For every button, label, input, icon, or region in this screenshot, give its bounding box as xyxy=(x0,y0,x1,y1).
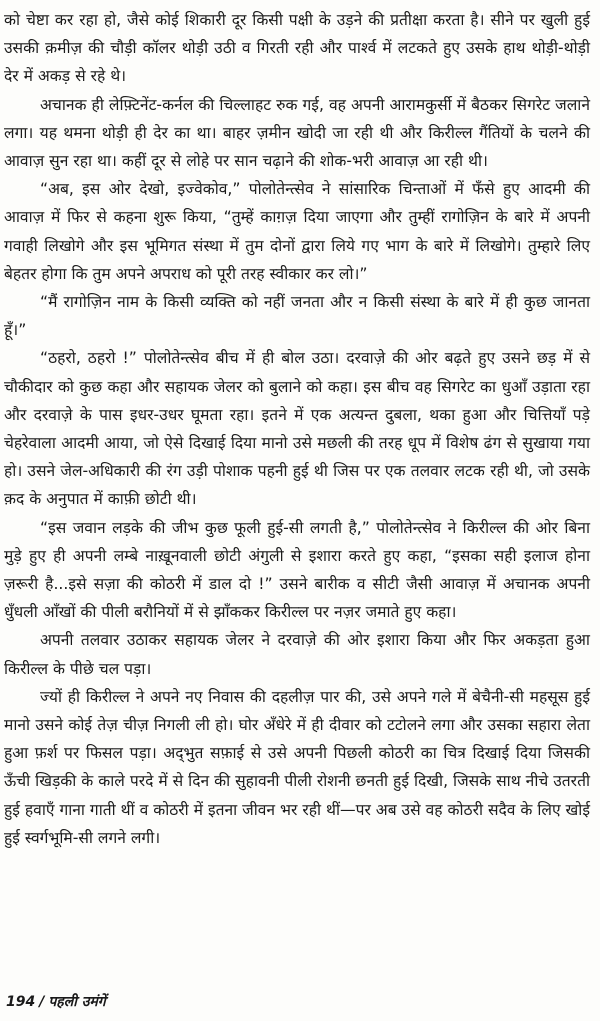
paragraph-6: “इस जवान लड़के की जीभ कुछ फूली हुई-सी लगती है,” पोलोतेन्त्सेव ने किरील्ल की ओर बिना मुड़े हुए ही अपनी लम्बे नाख़ूनवाली छोटी अंगुली से इशारा करते हुए कहा, “इसका सही इलाज होना ज़रूरी है...इसे सज़ा की कोठरी में डाल दो !” उसने बारीक व सीटी जैसी आवाज़ में अचानक अपनी धुँधली आँखों की पीली बरौनियों में से झाँककर किरील्ल पर नज़र जमाते हुए कहा। xyxy=(4,518,590,622)
book-title: पहली उमंगें xyxy=(48,994,106,1010)
footer-separator: / xyxy=(39,994,45,1010)
paragraph-3: “अब, इस ओर देखो, इज्वेकोव,” पोलोतेन्त्सेव ने सांसारिक चिन्ताओं में फँसे हुए आदमी की आवाज़ में फिर से कहना शुरू किया, “तुम्हें काग़ज़ दिया जाएगा और तुम्हीं रागोज़िन के बारे में अपनी गवाही लिखोगे और इस भूमिगत संस्था में तुम दोनों द्वारा लिये गए भाग के बारे में लिखोगे। तुम्हारे लिए बेहतर होगा कि तुम अपने अपराध को पूरी तरह स्वीकार कर लो।” xyxy=(4,180,590,283)
paragraph-5: “ठहरो, ठहरो !” पोलोतेन्त्सेव बीच में ही बोल उठा। दरवाज़े की ओर बढ़ते हुए उसने छड़ में से चौकीदार को कुछ कहा और सहायक जेलर को बुलाने को कहा। इस बीच वह सिगरेट का धुआँ उड़ाता रहा और दरवाज़े के पास इधर-उधर घूमता रहा। इतने में एक अत्यन्त दुबला, थका हुआ और चित्तियाँ पड़े चेहरेवाला आदमी आया, जो ऐसे दिखाई दिया मानो उसे मछली की तरह धूप में विशेष ढंग से सुखाया गया हो। उसने जेल-अधिकारी की रंग उड़ी पोशाक पहनी हुई थी जिस पर एक तलवार लटक रही थी, जो उसके क़द के अनुपात में काफ़ी छोटी थी। xyxy=(4,349,590,509)
page-number: 194 xyxy=(6,994,36,1010)
paragraph-4: “मैं रागोज़िन नाम के किसी व्यक्ति को नहीं जनता और न किसी संस्था के बारे में ही कुछ जानता हूँ।” xyxy=(4,293,590,340)
paragraph-1: को चेष्टा कर रहा हो, जैसे कोई शिकारी दूर किसी पक्षी के उड़ने की प्रतीक्षा करता है। सीने पर खुली हुई उसकी क़मीज़ की चौड़ी कॉलर थोड़ी उठी व गिरती रही और पार्श्व में लटकते हुए उसके हाथ थोड़ी-थोड़ी देर में अकड़ से रहे थे। xyxy=(4,11,590,86)
paragraph-7: अपनी तलवार उठाकर सहायक जेलर ने दरवाज़े की ओर इशारा किया और फिर अकड़ता हुआ किरील्ल के पीछे चल पड़ा। xyxy=(4,631,590,678)
page-body xyxy=(4,6,590,852)
page-footer xyxy=(6,992,106,1011)
paragraph-2: अचानक ही लेफ़्टिनेंट-कर्नल की चिल्लाहट रुक गई, वह अपनी आरामकुर्सी में बैठकर सिगरेट जलाने लगा। यह थमना थोड़ी ही देर का था। बाहर ज़मीन खोदी जा रही थी और किरील्ल गैंतियों के चलने की आवाज़ सुन रहा था। कहीं दूर से लोहे पर सान चढ़ाने की शोक-भरी आवाज़ आ रही थी। xyxy=(4,95,590,171)
paragraph-8: ज्यों ही किरील्ल ने अपने नए निवास की दहलीज़ पार की, उसे अपने गले में बेचैनी-सी महसूस हुई मानो उसने कोई तेज़ चीज़ निगली ली हो। घोर अँधेरे में ही दीवार को टटोलने लगा और उसका सहारा लेता हुआ फ़र्श पर फिसल पड़ा। अद्‌भुत सफ़ाई से उसे अपनी पिछली कोठरी का चित्र दिखाई दिया जिसकी ऊँची खिड़की के काले परदे में से दिन की सुहावनी पीली रोशनी छनती हुई दिखी, जिसके साथ नीचे उतरती हुई हवाएँ गाना गाती थीं व कोठरी में इतना जीवन भर रही थीं—पर अब उसे वह कोठरी सदैव के लिए खोई हुई स्वर्गभूमि-सी लगने लगी। xyxy=(4,687,590,847)
